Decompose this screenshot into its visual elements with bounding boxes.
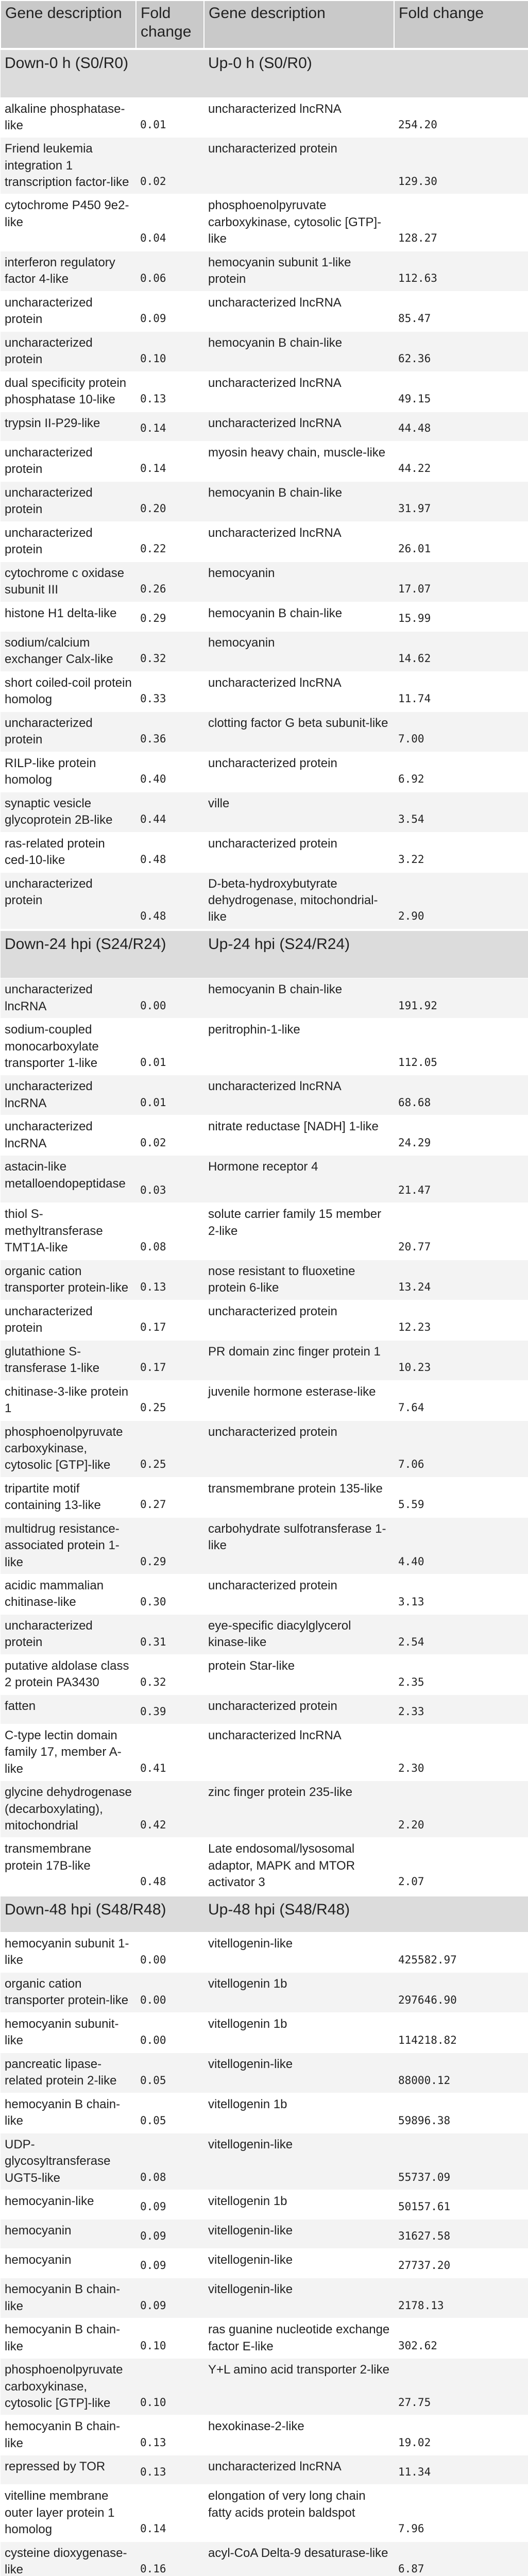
down-gene-description: astacin-like metalloendopeptidase [1, 1156, 136, 1203]
up-fold-change: 254.20 [394, 97, 528, 138]
table-row [1, 1260, 528, 1300]
up-gene-description: phosphoenolpyruvate carboxykinase, cytosolic [GTP]-like [204, 194, 394, 251]
section-title-up: Up-48 hpi (S48/R48) [204, 1895, 528, 1933]
down-fold-change: 0.48 [136, 872, 204, 930]
up-fold-change: 10.23 [394, 1340, 528, 1380]
table-row [1, 412, 528, 441]
down-gene-description: Friend leukemia integration 1 transcription factor-like [1, 138, 136, 194]
down-fold-change: 0.29 [136, 1517, 204, 1574]
up-fold-change: 44.48 [394, 412, 528, 441]
up-fold-change: 62.36 [394, 331, 528, 371]
up-fold-change: 49.15 [394, 371, 528, 412]
up-fold-change: 3.13 [394, 1574, 528, 1614]
up-gene-description: acyl-CoA Delta-9 desaturase-like [204, 2541, 394, 2576]
up-fold-change: 129.30 [394, 138, 528, 194]
table-row [1, 2249, 528, 2278]
down-gene-description: hemocyanin [1, 2219, 136, 2249]
down-fold-change: 0.25 [136, 1380, 204, 1420]
up-gene-description: uncharacterized lncRNA [204, 371, 394, 412]
down-gene-description: uncharacterized lncRNA [1, 1115, 136, 1156]
table-row [1, 2485, 528, 2541]
table-row [1, 194, 528, 251]
table-row [1, 1973, 528, 2013]
up-gene-description: hemocyanin subunit 1-like protein [204, 251, 394, 291]
down-gene-description: phosphoenolpyruvate carboxykinase, cytosolic [GTP]-like [1, 2359, 136, 2415]
section-title-down: Down-48 hpi (S48/R48) [1, 1895, 204, 1933]
table-row [1, 832, 528, 872]
down-gene-description: tripartite motif containing 13-like [1, 1477, 136, 1517]
down-gene-description: interferon regulatory factor 4-like [1, 251, 136, 291]
up-fold-change: 88000.12 [394, 2053, 528, 2093]
down-fold-change: 0.02 [136, 1115, 204, 1156]
down-fold-change: 0.48 [136, 1838, 204, 1895]
down-fold-change: 0.16 [136, 2541, 204, 2576]
down-fold-change: 0.20 [136, 481, 204, 521]
table-row [1, 752, 528, 792]
up-gene-description: uncharacterized protein [204, 1300, 394, 1340]
up-fold-change: 15.99 [394, 602, 528, 631]
down-fold-change: 0.29 [136, 602, 204, 631]
down-fold-change: 0.32 [136, 631, 204, 671]
section-header-row [1, 49, 528, 97]
down-fold-change: 0.22 [136, 521, 204, 562]
up-gene-description: hemocyanin B chain-like [204, 481, 394, 521]
header-fold-change-left: Fold change [136, 1, 204, 49]
table-row [1, 792, 528, 832]
up-gene-description: vitellogenin-like [204, 2278, 394, 2318]
down-gene-description: trypsin II-P29-like [1, 412, 136, 441]
down-fold-change: 0.13 [136, 2455, 204, 2485]
up-gene-description: Hormone receptor 4 [204, 1156, 394, 1203]
table-row [1, 1203, 528, 1260]
down-fold-change: 0.06 [136, 251, 204, 291]
table-row [1, 2133, 528, 2190]
down-gene-description: synaptic vesicle glycoprotein 2B-like [1, 792, 136, 832]
section-title-up: Up-24 hpi (S24/R24) [204, 930, 528, 978]
up-fold-change: 7.96 [394, 2485, 528, 2541]
section-title-down: Down-24 hpi (S24/R24) [1, 930, 204, 978]
down-gene-description: acidic mammalian chitinase-like [1, 1574, 136, 1614]
down-fold-change: 0.08 [136, 1203, 204, 1260]
up-gene-description: transmembrane protein 135-like [204, 1477, 394, 1517]
down-fold-change: 0.10 [136, 331, 204, 371]
up-fold-change: 3.54 [394, 792, 528, 832]
up-gene-description: carbohydrate sulfotransferase 1-like [204, 1517, 394, 1574]
up-gene-description: hemocyanin B chain-like [204, 331, 394, 371]
down-gene-description: hemocyanin B chain-like [1, 2093, 136, 2133]
down-fold-change: 0.08 [136, 2133, 204, 2190]
down-fold-change: 0.00 [136, 1973, 204, 2013]
down-gene-description: uncharacterized protein [1, 711, 136, 752]
up-gene-description: Late endosomal/lysosomal adaptor, MAPK and MTOR activator 3 [204, 1838, 394, 1895]
down-fold-change: 0.00 [136, 1933, 204, 1973]
up-gene-description: myosin heavy chain, muscle-like [204, 441, 394, 481]
up-fold-change: 44.22 [394, 441, 528, 481]
down-gene-description: multidrug resistance-associated protein 1-like [1, 1517, 136, 1574]
down-gene-description: cytochrome c oxidase subunit III [1, 562, 136, 602]
down-fold-change: 0.03 [136, 1156, 204, 1203]
section-header-row [1, 930, 528, 978]
table-row [1, 631, 528, 671]
up-gene-description: uncharacterized lncRNA [204, 671, 394, 711]
down-gene-description: cysteine dioxygenase-like [1, 2541, 136, 2576]
up-fold-change: 17.07 [394, 562, 528, 602]
table-row [1, 2053, 528, 2093]
table-row [1, 1156, 528, 1203]
up-fold-change: 27737.20 [394, 2249, 528, 2278]
down-fold-change: 0.13 [136, 371, 204, 412]
down-fold-change: 0.32 [136, 1654, 204, 1694]
up-fold-change: 297646.90 [394, 1973, 528, 2013]
down-gene-description: UDP-glycosyltransferase UGT5-like [1, 2133, 136, 2190]
table-row [1, 1340, 528, 1380]
table-body [1, 49, 528, 2576]
up-fold-change: 68.68 [394, 1075, 528, 1115]
up-fold-change: 191.92 [394, 978, 528, 1019]
down-gene-description: uncharacterized protein [1, 331, 136, 371]
down-fold-change: 0.27 [136, 1477, 204, 1517]
up-fold-change: 5.59 [394, 1477, 528, 1517]
up-fold-change: 31.97 [394, 481, 528, 521]
table-row [1, 1574, 528, 1614]
table-row [1, 1420, 528, 1477]
down-gene-description: uncharacterized protein [1, 521, 136, 562]
up-gene-description: hemocyanin B chain-like [204, 602, 394, 631]
down-fold-change: 0.14 [136, 441, 204, 481]
table-row [1, 1019, 528, 1075]
table-row [1, 711, 528, 752]
down-gene-description: hemocyanin B chain-like [1, 2415, 136, 2455]
up-gene-description: uncharacterized protein [204, 1694, 394, 1724]
up-fold-change: 128.27 [394, 194, 528, 251]
table-row [1, 441, 528, 481]
up-gene-description: solute carrier family 15 member 2-like [204, 1203, 394, 1260]
up-gene-description: vitellogenin-like [204, 2219, 394, 2249]
up-gene-description: vitellogenin 1b [204, 2013, 394, 2053]
up-gene-description: uncharacterized lncRNA [204, 1724, 394, 1781]
up-fold-change: 11.74 [394, 671, 528, 711]
down-fold-change: 0.10 [136, 2318, 204, 2359]
table-row [1, 2415, 528, 2455]
up-gene-description: ville [204, 792, 394, 832]
down-fold-change: 0.42 [136, 1781, 204, 1838]
up-gene-description: ras guanine nucleotide exchange factor E-like [204, 2318, 394, 2359]
up-gene-description: hemocyanin [204, 631, 394, 671]
table-row [1, 1075, 528, 1115]
up-fold-change: 55737.09 [394, 2133, 528, 2190]
up-gene-description: clotting factor G beta subunit-like [204, 711, 394, 752]
up-fold-change: 425582.97 [394, 1933, 528, 1973]
table-row [1, 1380, 528, 1420]
down-gene-description: sodium/calcium exchanger Calx-like [1, 631, 136, 671]
up-gene-description: elongation of very long chain fatty acids protein baldspot [204, 2485, 394, 2541]
up-fold-change: 27.75 [394, 2359, 528, 2415]
table-row [1, 978, 528, 1019]
down-fold-change: 0.41 [136, 1724, 204, 1781]
up-gene-description: vitellogenin-like [204, 2053, 394, 2093]
up-gene-description: nitrate reductase [NADH] 1-like [204, 1115, 394, 1156]
table-row [1, 1694, 528, 1724]
table-row [1, 1517, 528, 1574]
up-gene-description: vitellogenin 1b [204, 1973, 394, 2013]
up-gene-description: hemocyanin B chain-like [204, 978, 394, 1019]
table-row [1, 2190, 528, 2219]
down-fold-change: 0.02 [136, 138, 204, 194]
table-row [1, 331, 528, 371]
down-fold-change: 0.05 [136, 2053, 204, 2093]
up-gene-description: eye-specific diacylglycerol kinase-like [204, 1614, 394, 1654]
section-header-row [1, 1895, 528, 1933]
table-row [1, 138, 528, 194]
down-gene-description: histone H1 delta-like [1, 602, 136, 631]
down-gene-description: uncharacterized protein [1, 481, 136, 521]
up-gene-description: uncharacterized lncRNA [204, 412, 394, 441]
down-gene-description: uncharacterized protein [1, 872, 136, 930]
up-gene-description: vitellogenin-like [204, 2249, 394, 2278]
up-gene-description: uncharacterized lncRNA [204, 521, 394, 562]
down-gene-description: uncharacterized protein [1, 441, 136, 481]
up-fold-change: 50157.61 [394, 2190, 528, 2219]
down-gene-description: hemocyanin [1, 2249, 136, 2278]
up-fold-change: 21.47 [394, 1156, 528, 1203]
up-fold-change: 6.87 [394, 2541, 528, 2576]
down-fold-change: 0.10 [136, 2359, 204, 2415]
down-gene-description: C-type lectin domain family 17, member A-like [1, 1724, 136, 1781]
down-gene-description: fatten [1, 1694, 136, 1724]
up-gene-description: hexokinase-2-like [204, 2415, 394, 2455]
up-gene-description: peritrophin-1-like [204, 1019, 394, 1075]
up-fold-change: 2.54 [394, 1614, 528, 1654]
up-gene-description: zinc finger protein 235-like [204, 1781, 394, 1838]
down-gene-description: uncharacterized protein [1, 1300, 136, 1340]
header-gene-description-right: Gene description [204, 1, 394, 49]
up-gene-description: uncharacterized protein [204, 752, 394, 792]
up-fold-change: 59896.38 [394, 2093, 528, 2133]
table-row [1, 251, 528, 291]
up-fold-change: 112.05 [394, 1019, 528, 1075]
down-gene-description: short coiled-coil protein homolog [1, 671, 136, 711]
table-row [1, 1614, 528, 1654]
table-row [1, 2278, 528, 2318]
down-gene-description: organic cation transporter protein-like [1, 1260, 136, 1300]
table-row [1, 1300, 528, 1340]
down-fold-change: 0.14 [136, 412, 204, 441]
down-fold-change: 0.13 [136, 1260, 204, 1300]
down-fold-change: 0.04 [136, 194, 204, 251]
up-gene-description: PR domain zinc finger protein 1 [204, 1340, 394, 1380]
up-fold-change: 2.30 [394, 1724, 528, 1781]
up-gene-description: vitellogenin-like [204, 2133, 394, 2190]
up-fold-change: 20.77 [394, 1203, 528, 1260]
table-row [1, 2318, 528, 2359]
up-fold-change: 2.90 [394, 872, 528, 930]
up-fold-change: 7.06 [394, 1420, 528, 1477]
up-fold-change: 14.62 [394, 631, 528, 671]
down-fold-change: 0.17 [136, 1300, 204, 1340]
up-gene-description: vitellogenin 1b [204, 2190, 394, 2219]
down-fold-change: 0.44 [136, 792, 204, 832]
down-gene-description: hemocyanin B chain-like [1, 2278, 136, 2318]
down-gene-description: RILP-like protein homolog [1, 752, 136, 792]
up-gene-description: uncharacterized protein [204, 1574, 394, 1614]
down-fold-change: 0.48 [136, 832, 204, 872]
up-fold-change: 7.00 [394, 711, 528, 752]
down-fold-change: 0.31 [136, 1614, 204, 1654]
down-gene-description: transmembrane protein 17B-like [1, 1838, 136, 1895]
down-fold-change: 0.26 [136, 562, 204, 602]
down-fold-change: 0.00 [136, 978, 204, 1019]
table-row [1, 481, 528, 521]
down-gene-description: pancreatic lipase-related protein 2-like [1, 2053, 136, 2093]
table-row [1, 1654, 528, 1694]
table-row [1, 1477, 528, 1517]
up-fold-change: 302.62 [394, 2318, 528, 2359]
up-fold-change: 24.29 [394, 1115, 528, 1156]
up-fold-change: 12.23 [394, 1300, 528, 1340]
up-fold-change: 11.34 [394, 2455, 528, 2485]
up-gene-description: uncharacterized lncRNA [204, 291, 394, 331]
down-fold-change: 0.09 [136, 291, 204, 331]
table-row [1, 2455, 528, 2485]
up-gene-description: juvenile hormone esterase-like [204, 1380, 394, 1420]
up-gene-description: Y+L amino acid transporter 2-like [204, 2359, 394, 2415]
down-gene-description: glycine dehydrogenase (decarboxylating), mitochondrial [1, 1781, 136, 1838]
down-gene-description: thiol S-methyltransferase TMT1A-like [1, 1203, 136, 1260]
down-gene-description: uncharacterized lncRNA [1, 1075, 136, 1115]
table-row [1, 291, 528, 331]
table-row [1, 602, 528, 631]
down-gene-description: phosphoenolpyruvate carboxykinase, cytosolic [GTP]-like [1, 1420, 136, 1477]
table-row [1, 2093, 528, 2133]
down-fold-change: 0.01 [136, 97, 204, 138]
up-fold-change: 2.07 [394, 1838, 528, 1895]
down-gene-description: alkaline phosphatase-like [1, 97, 136, 138]
up-fold-change: 7.64 [394, 1380, 528, 1420]
up-fold-change: 3.22 [394, 832, 528, 872]
up-fold-change: 2.35 [394, 1654, 528, 1694]
up-gene-description: protein Star-like [204, 1654, 394, 1694]
up-gene-description: uncharacterized protein [204, 1420, 394, 1477]
up-fold-change: 13.24 [394, 1260, 528, 1300]
down-gene-description: putative aldolase class 2 protein PA3430 [1, 1654, 136, 1694]
down-fold-change: 0.09 [136, 2278, 204, 2318]
down-fold-change: 0.30 [136, 1574, 204, 1614]
down-gene-description: ras-related protein ced-10-like [1, 832, 136, 872]
section-title-down: Down-0 h (S0/R0) [1, 49, 204, 97]
down-fold-change: 0.09 [136, 2249, 204, 2278]
up-fold-change: 19.02 [394, 2415, 528, 2455]
down-gene-description: vitelline membrane outer layer protein 1 homolog [1, 2485, 136, 2541]
down-gene-description: sodium-coupled monocarboxylate transporter 1-like [1, 1019, 136, 1075]
down-fold-change: 0.01 [136, 1075, 204, 1115]
table-row [1, 671, 528, 711]
down-gene-description: hemocyanin B chain-like [1, 2318, 136, 2359]
up-fold-change: 114218.82 [394, 2013, 528, 2053]
up-gene-description: uncharacterized lncRNA [204, 1075, 394, 1115]
down-fold-change: 0.39 [136, 1694, 204, 1724]
table-row [1, 371, 528, 412]
up-fold-change: 31627.58 [394, 2219, 528, 2249]
down-fold-change: 0.09 [136, 2190, 204, 2219]
table-row [1, 1933, 528, 1973]
up-gene-description: vitellogenin 1b [204, 2093, 394, 2133]
table-row [1, 1724, 528, 1781]
up-gene-description: uncharacterized protein [204, 832, 394, 872]
down-fold-change: 0.13 [136, 2415, 204, 2455]
table-row [1, 1838, 528, 1895]
down-gene-description: hemocyanin subunit 1-like [1, 1933, 136, 1973]
table-header-row [1, 1, 528, 49]
section-title-up: Up-0 h (S0/R0) [204, 49, 528, 97]
table-row [1, 562, 528, 602]
up-gene-description: hemocyanin [204, 562, 394, 602]
up-fold-change: 2.20 [394, 1781, 528, 1838]
down-fold-change: 0.33 [136, 671, 204, 711]
up-gene-description: D-beta-hydroxybutyrate dehydrogenase, mitochondrial-like [204, 872, 394, 930]
table-row [1, 2541, 528, 2576]
table-row [1, 521, 528, 562]
down-gene-description: uncharacterized lncRNA [1, 978, 136, 1019]
down-fold-change: 0.40 [136, 752, 204, 792]
down-fold-change: 0.09 [136, 2219, 204, 2249]
table-row [1, 97, 528, 138]
down-fold-change: 0.36 [136, 711, 204, 752]
table-row [1, 2359, 528, 2415]
down-fold-change: 0.05 [136, 2093, 204, 2133]
up-fold-change: 2178.13 [394, 2278, 528, 2318]
up-gene-description: vitellogenin-like [204, 1933, 394, 1973]
down-fold-change: 0.01 [136, 1019, 204, 1075]
table-row [1, 1781, 528, 1838]
down-gene-description: chitinase-3-like protein 1 [1, 1380, 136, 1420]
header-gene-description-left: Gene description [1, 1, 136, 49]
up-fold-change: 4.40 [394, 1517, 528, 1574]
down-gene-description: repressed by TOR [1, 2455, 136, 2485]
down-gene-description: hemocyanin-like [1, 2190, 136, 2219]
table-row [1, 2013, 528, 2053]
header-fold-change-right: Fold change [394, 1, 528, 49]
down-fold-change: 0.25 [136, 1420, 204, 1477]
down-gene-description: glutathione S-transferase 1-like [1, 1340, 136, 1380]
down-fold-change: 0.14 [136, 2485, 204, 2541]
down-fold-change: 0.17 [136, 1340, 204, 1380]
down-gene-description: organic cation transporter protein-like [1, 1973, 136, 2013]
table-row [1, 872, 528, 930]
up-gene-description: uncharacterized lncRNA [204, 2455, 394, 2485]
up-gene-description: uncharacterized lncRNA [204, 97, 394, 138]
down-gene-description: hemocyanin subunit-like [1, 2013, 136, 2053]
up-fold-change: 2.33 [394, 1694, 528, 1724]
up-fold-change: 26.01 [394, 521, 528, 562]
down-fold-change: 0.00 [136, 2013, 204, 2053]
table-row [1, 2219, 528, 2249]
down-gene-description: uncharacterized protein [1, 1614, 136, 1654]
down-gene-description: cytochrome P450 9e2-like [1, 194, 136, 251]
down-gene-description: dual specificity protein phosphatase 10-like [1, 371, 136, 412]
up-gene-description: nose resistant to fluoxetine protein 6-like [204, 1260, 394, 1300]
up-fold-change: 85.47 [394, 291, 528, 331]
up-fold-change: 112.63 [394, 251, 528, 291]
up-fold-change: 6.92 [394, 752, 528, 792]
table-row [1, 1115, 528, 1156]
up-gene-description: uncharacterized protein [204, 138, 394, 194]
down-gene-description: uncharacterized protein [1, 291, 136, 331]
